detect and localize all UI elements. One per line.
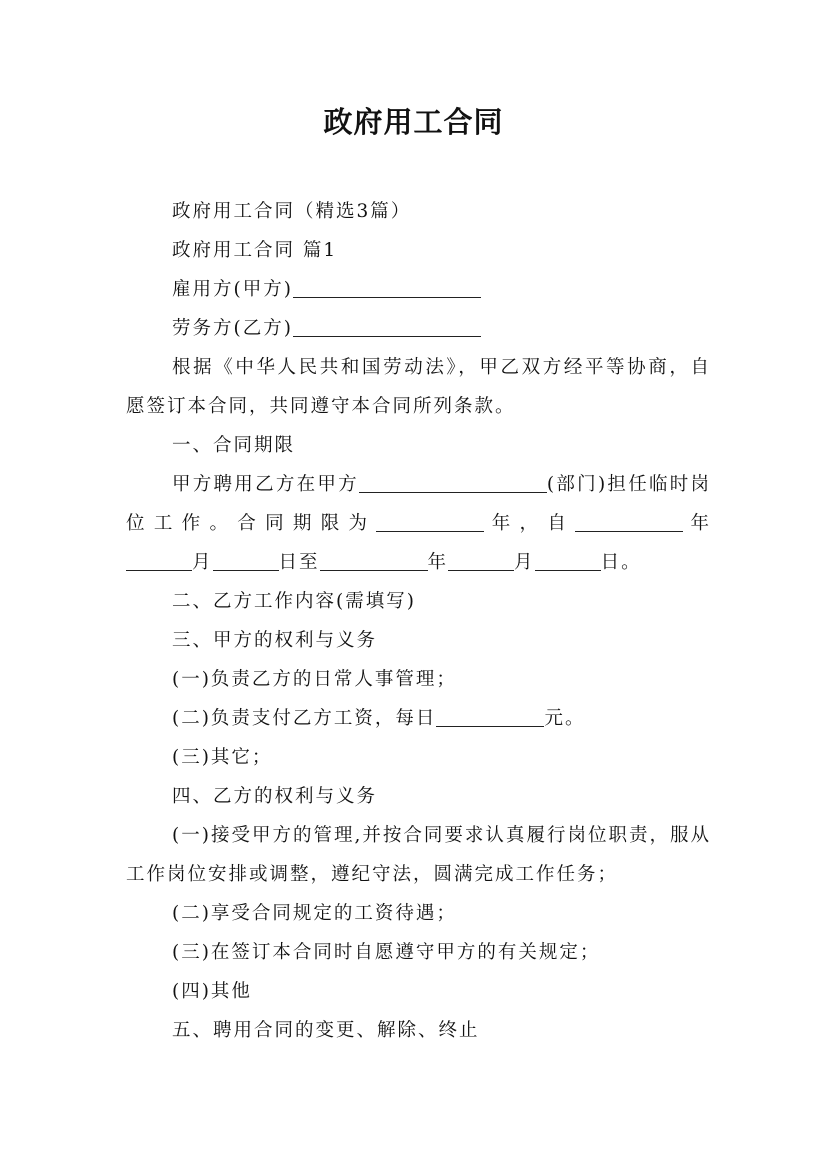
- term-text-6: 日至: [278, 552, 320, 573]
- worker-item-1: (一)接受甲方的管理,并按合同要求认真履行岗位职责，服从工作岗位安排或调整，遵纪守法，圆满完成工作任务；: [126, 825, 711, 885]
- end-year-blank[interactable]: [320, 548, 428, 571]
- employer-label: 雇用方(甲方): [172, 279, 293, 300]
- worker-item-2: (二)享受合同规定的工资待遇；: [172, 903, 457, 924]
- clause-heading-term: 一、合同期限: [172, 435, 296, 456]
- employer-line: [126, 270, 711, 309]
- wage-unit: 元。: [544, 708, 586, 729]
- term-text-9: 日。: [600, 552, 642, 573]
- worker-line: [126, 309, 711, 348]
- wage-text: (二)负责支付乙方工资，每日: [172, 708, 437, 729]
- term-text-8: 月: [514, 552, 535, 573]
- term-text-2: (部门)担任临时岗位工作。合同期限为: [126, 474, 711, 534]
- worker-blank[interactable]: [293, 314, 481, 337]
- section-heading: 政府用工合同 篇1: [172, 240, 338, 261]
- employer-item-2: [126, 699, 711, 738]
- clause-heading-work: 二、乙方工作内容(需填写): [172, 591, 416, 612]
- end-day-blank[interactable]: [535, 548, 601, 571]
- term-text-3: 年，自: [484, 513, 576, 534]
- term-text-7: 年: [427, 552, 449, 573]
- employer-item-3: (三)其它；: [172, 747, 273, 768]
- daily-wage-blank[interactable]: [436, 704, 544, 727]
- worker-item-3: (三)在签订本合同时自愿遵守甲方的有关规定；: [172, 942, 601, 963]
- worker-item-4: (四)其他: [172, 981, 252, 1002]
- employer-blank[interactable]: [293, 275, 481, 298]
- department-blank[interactable]: [359, 470, 547, 493]
- start-day-blank[interactable]: [213, 548, 279, 571]
- end-month-blank[interactable]: [448, 548, 514, 571]
- document-title: 政府用工合同: [323, 105, 504, 139]
- term-paragraph: [126, 465, 711, 582]
- subtitle-line: 政府用工合同（精选3篇）: [172, 201, 412, 222]
- term-text-5: 月: [192, 552, 213, 573]
- intro-paragraph: 根据《中华人民共和国劳动法》，甲乙双方经平等协商，自愿签订本合同，共同遵守本合同所列条款。: [126, 357, 711, 417]
- start-year-blank[interactable]: [575, 509, 683, 532]
- term-text-1: 甲方聘用乙方在甲方: [172, 474, 359, 495]
- clause-heading-worker-rights: 四、乙方的权利与义务: [172, 786, 378, 807]
- start-month-blank[interactable]: [126, 548, 192, 571]
- document-body: [126, 192, 711, 1050]
- years-blank[interactable]: [376, 509, 484, 532]
- term-text-4: 年: [683, 513, 711, 534]
- clause-heading-employer-rights: 三、甲方的权利与义务: [172, 630, 378, 651]
- employer-item-1: (一)负责乙方的日常人事管理；: [172, 669, 457, 690]
- worker-label: 劳务方(乙方): [172, 318, 293, 339]
- clause-heading-changes: 五、聘用合同的变更、解除、终止: [172, 1020, 480, 1041]
